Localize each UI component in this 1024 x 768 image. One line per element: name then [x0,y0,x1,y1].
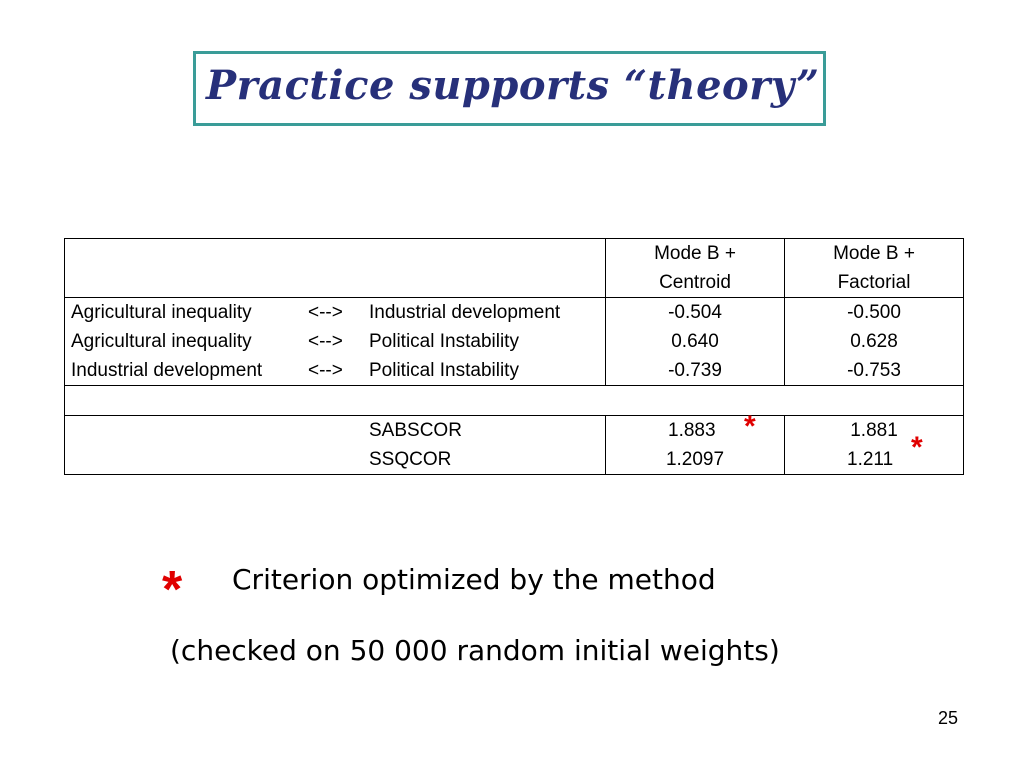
header-col2-line1: Mode B + [654,243,736,264]
header-mode-b-factorial [785,239,964,298]
row-variable-a: Industrial development [71,360,263,381]
footnote-line2: (checked on 50 000 random initial weights) [170,634,780,667]
optimized-marker: * [744,410,756,443]
row-value-centroid: -0.504 [606,298,785,328]
criterion-value-centroid: 1.2097 [606,445,785,475]
title-box [193,51,826,126]
row-value-factorial: -0.753 [785,356,964,386]
criterion-row [65,445,964,475]
criterion-name: SABSCOR [369,420,462,441]
criterion-value-centroid: 1.883 [668,420,716,441]
row-value-factorial: -0.500 [785,298,964,328]
row-relation: <--> [308,302,343,323]
results-table [64,238,964,475]
row-variable-b: Industrial development [369,302,561,323]
row-variable-a: Agricultural inequality [71,302,252,323]
criterion-name: SSQCOR [369,449,452,470]
row-variable-b: Political Instability [369,331,519,352]
row-value-factorial: 0.628 [785,327,964,356]
header-mode-b-centroid [606,239,785,298]
table-spacer-row [65,386,964,416]
row-value-centroid: -0.739 [606,356,785,386]
row-relation: <--> [308,331,343,352]
criterion-value-factorial: 1.211 [847,449,894,470]
criterion-value-factorial: 1.881 [785,416,964,446]
spacer-cell [65,386,964,416]
table-row [65,356,964,386]
row-value-centroid: 0.640 [606,327,785,356]
header-col3-line2: Factorial [837,272,911,293]
table-row [65,298,964,328]
page-number: 25 [938,708,959,728]
row-variable-b: Political Instability [369,360,519,381]
footnote-line1: Criterion optimized by the method [232,563,716,596]
header-col2-line2: Centroid [659,272,731,293]
footnote-marker: * [162,561,183,619]
table-row [65,327,964,356]
table-header-row [65,239,964,298]
optimized-marker: * [911,431,923,464]
row-variable-a: Agricultural inequality [71,331,252,352]
header-empty-cell [65,239,606,298]
criterion-row [65,416,964,446]
slide-title: Practice supports “theory” [206,62,820,109]
row-relation: <--> [308,360,343,381]
header-col3-line1: Mode B + [833,243,915,264]
